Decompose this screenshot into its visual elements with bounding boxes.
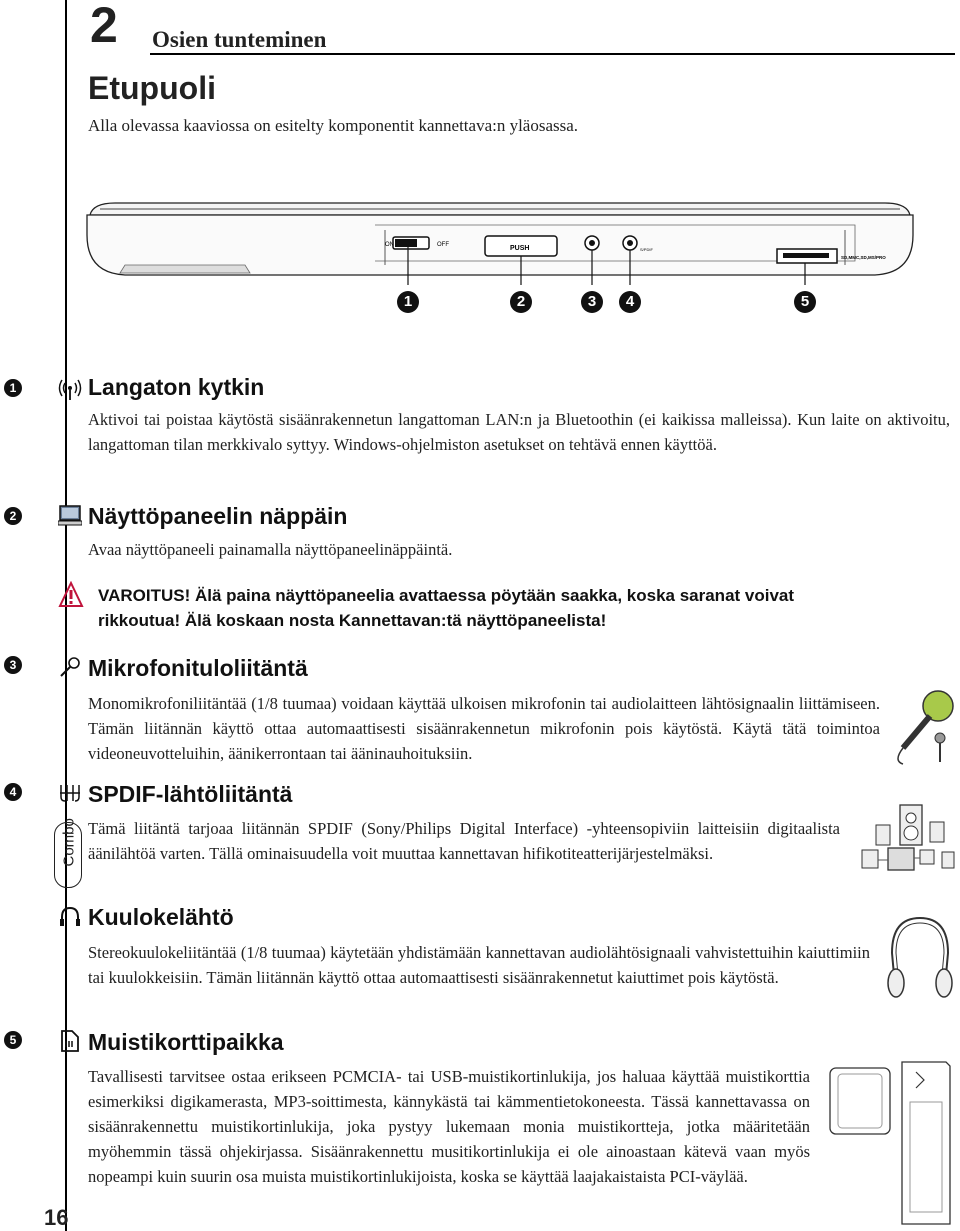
display-icon: [58, 504, 82, 528]
label-push: PUSH: [510, 245, 530, 252]
combo-label: Combo: [60, 818, 78, 867]
section-1-text: Aktivoi tai poistaa käytöstä sisäänrakennetun langattoman LAN:n ja Bluetoothin (ei kaikissa malleissa). Kun laite on aktivoitu, langattoman tilan merkkivalo syttyy. Windows-ohjelmiston asetukset on tehtävä ennen käyttöä.: [88, 410, 950, 454]
callout-1: 1: [397, 291, 419, 313]
label-on: ON: [385, 242, 394, 248]
speakers-illustration: [858, 800, 958, 885]
laptop-front-diagram: [85, 195, 915, 285]
headphone-text: Stereokuulokeliitäntää (1/8 tuumaa) käytetään yhdistämään kannettavan audiolähtösignaali vahvistettuihin kaiuttimiin tai kuulokkeisiin. Tämän liitännän käyttö ottaa automaattisesti sisäänrakennetut kaiuttimet pois käytöstä.: [88, 943, 870, 987]
microphone-icon: [58, 655, 82, 679]
callout-3: 3: [581, 291, 603, 313]
section-3-text: Monomikrofoniliitäntää (1/8 tuumaa) voidaan käyttää ulkoisen mikrofonin tai audiolaitteen lähtösignaalin liittämiseen. Tämän liitännän käyttö ottaa automaattisesti sisäänrakennetun mikrofonin pois käytöstä. Käytä tätä toimintoa videoneuvotteluihin, äänikerrontaan tai ääninauhoituksiin.: [88, 694, 880, 763]
callout-5: 5: [794, 291, 816, 313]
headphone-icon: [58, 905, 82, 929]
page-title: Etupuoli: [88, 70, 216, 106]
section-5-title: Muistikorttipaikka: [88, 1029, 284, 1055]
chapter-rule: [150, 53, 955, 55]
section-5-number: 5: [4, 1031, 22, 1049]
section-4-number: 4: [4, 783, 22, 801]
callout-4: 4: [619, 291, 641, 313]
headphones-illustration: [884, 913, 956, 1003]
section-2-number: 2: [4, 507, 22, 525]
memory-cards-illustration: [826, 1058, 958, 1228]
callout-2: 2: [510, 291, 532, 313]
intro-text: Alla olevassa kaaviossa on esitelty komponentit kannettava:n yläosassa.: [88, 116, 579, 135]
chapter-number: 2: [90, 0, 118, 53]
section-2-text: Avaa näyttöpaneeli painamalla näyttöpaneelinäppäintä.: [88, 540, 453, 559]
section-4-text: Tämä liitäntä tarjoaa liitännän SPDIF (Sony/Philips Digital Interface) -yhteensopiviin laitteisiin digitaalista äänilähtöä varten. Tällä ominaisuudella voit muuttaa kannettavan hifikotiteatterijärjestelmäksi.: [88, 819, 840, 863]
page-number: 16: [44, 1205, 69, 1230]
section-3-title: Mikrofonituloliitäntä: [88, 655, 308, 681]
memory-card-icon: [58, 1029, 82, 1053]
warning-line-1: VAROITUS! Älä paina näyttöpaneelia avattaessa pöytään saakka, koska saranat voivat: [98, 586, 795, 605]
microphone-illustration: [888, 686, 958, 766]
section-2-title: Näyttöpaneelin näppäin: [88, 503, 348, 529]
section-5-text: Tavallisesti tarvitsee ostaa erikseen PCMCIA- tai USB-muistikortinlukija, jos haluaa käyttää muistikorttia esimerkiksi digikamerasta, MP3-soittimesta, kännykästä tai kämmentietokoneesta. Tässä kannettavassa on sisäänrakennettu muistikortinlukija, joka pystyy lukemaan monia muistikortteja, jotka määritetään myöhemmin tässä ohjekirjassa. Sisäänrakennettu musitikortinlukija ei ole ainoastaan kätevä vaan myös nopeampi kuin suurin osa muista muistikortinlukijoista, koska se käyttää laajakaistaista PCI-väylää.: [88, 1067, 810, 1186]
headphone-title: Kuulokelähtö: [88, 904, 234, 930]
section-1-number: 1: [4, 379, 22, 397]
section-3-number: 3: [4, 656, 22, 674]
spdif-icon: [58, 781, 82, 805]
warning-text: [98, 583, 948, 633]
warning-icon: [58, 581, 84, 609]
section-1-title: Langaton kytkin: [88, 374, 265, 400]
wireless-icon: [58, 378, 82, 402]
section-4-title: SPDIF-lähtöliitäntä: [88, 781, 293, 807]
label-card: SD,MMC,SD,MS/PRO: [841, 255, 886, 260]
warning-line-2: rikkoutua! Älä koskaan nosta Kannettavan:tä näyttöpaneelista!: [98, 611, 607, 630]
label-off: OFF: [437, 242, 449, 248]
label-spdif: S/PDIF: [640, 247, 653, 252]
chapter-title: Osien tunteminen: [152, 27, 327, 52]
